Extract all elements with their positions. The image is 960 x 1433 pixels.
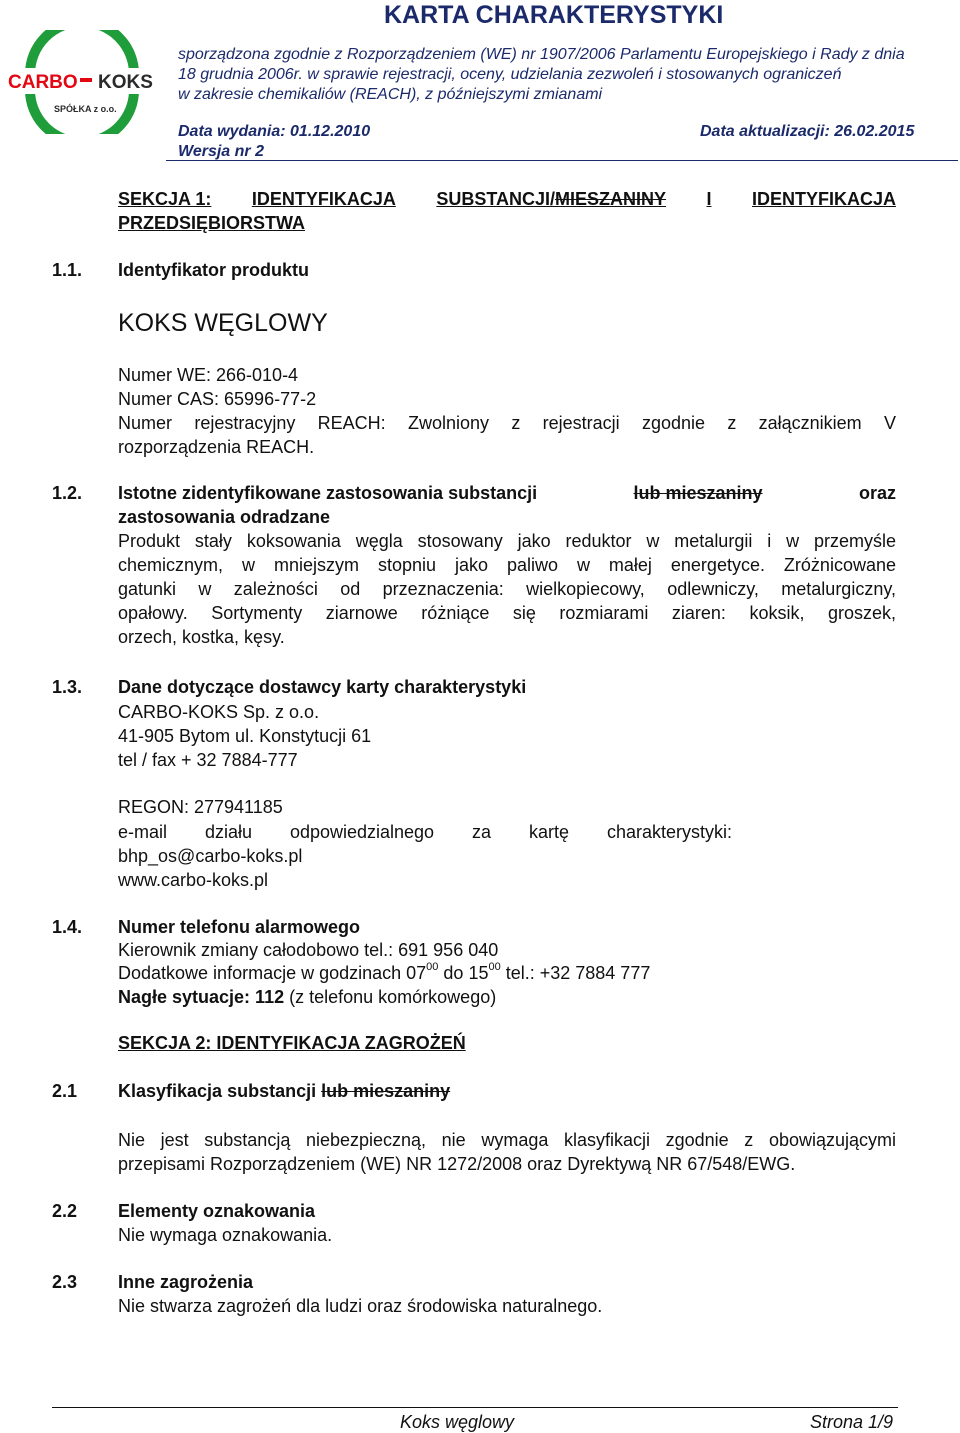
- s12-body-line-2: chemicznym, w mniejszym stopniu jako paliwo w małej energetyce. Zróżnicowane: [118, 555, 896, 575]
- supplier-website[interactable]: www.carbo-koks.pl: [118, 870, 269, 890]
- supplier-company: CARBO-KOKS Sp. z o.o.: [118, 702, 320, 722]
- header-divider: [166, 160, 958, 161]
- carbo-koks-logo-icon: [4, 30, 160, 134]
- s21-body-line-2: przepisami Rozporządzeniem (WE) NR 1272/2008 oraz Dyrektywą NR 67/548/EWG.: [118, 1154, 796, 1174]
- s23-title: Inne zagrożenia: [118, 1272, 254, 1292]
- document-title: KARTA CHARAKTERYSTYKI: [384, 1, 724, 29]
- emergency-number: Nagłe sytuacje: 112 (z telefonu komórkowego): [118, 987, 497, 1007]
- s12-body-line-3: gatunki w zależności od przeznaczenia: wielkopiecowy, odlewniczy, metalurgiczny,: [118, 579, 896, 599]
- s12-body-line-5: orzech, kostka, kęsy.: [118, 627, 285, 647]
- s12-body-line-4: opałowy. Sortymenty ziarnowe różniące się rozmiarami ziaren: koksik, groszek,: [118, 603, 896, 623]
- logo-brand-right: KOKS: [98, 72, 153, 93]
- update-date: Data aktualizacji: 26.02.2015: [700, 123, 915, 140]
- logo-subtitle: SPÓŁKA z o.o.: [54, 104, 117, 114]
- s12-body-line-1: Produkt stały koksowania węgla stosowany jako reduktor w metalurgii i w przemyśle: [118, 531, 896, 551]
- s23-number: 2.3: [52, 1272, 78, 1292]
- s23-body: Nie stwarza zagrożeń dla ludzi oraz środowiska naturalnego.: [118, 1296, 603, 1316]
- regulation-line-3: w zakresie chemikaliów (REACH), z późniejszymi zmianami: [178, 86, 603, 103]
- email-label: e-mail działu odpowiedzialnego za kartę charakterystyki:: [118, 822, 732, 842]
- s13-number: 1.3.: [52, 677, 83, 697]
- s21-number: 2.1: [52, 1081, 78, 1101]
- struck-mieszaniny: MIESZANINY: [555, 189, 667, 209]
- s21-title: Klasyfikacja substancji lub mieszaniny: [118, 1081, 451, 1101]
- reach-line-2: rozporządzenia REACH.: [118, 437, 315, 457]
- regulation-line-1: sporządzona zgodnie z Rozporządzeniem (WE) nr 1907/2006 Parlamentu Europejskiego i Rady z dnia: [178, 46, 905, 63]
- s22-title: Elementy oznakowania: [118, 1201, 316, 1221]
- section2-heading: SEKCJA 2: IDENTYFIKACJA ZAGROŻEŃ: [118, 1033, 466, 1053]
- struck-lub-mieszaniny: lub mieszaniny: [633, 483, 763, 503]
- issue-date: Data wydania: 01.12.2010: [178, 123, 371, 140]
- s14-title: Numer telefonu alarmowego: [118, 917, 361, 937]
- version-number: Wersja nr 2: [178, 143, 264, 160]
- s12-title-line-1: Istotne zidentyfikowane zastosowania substancji lub mieszaniny oraz: [118, 483, 896, 503]
- s21-body-line-1: Nie jest substancją niebezpieczną, nie wymaga klasyfikacji zgodnie z obowiązującymi: [118, 1130, 896, 1150]
- s22-body: Nie wymaga oznakowania.: [118, 1225, 333, 1245]
- s11-number: 1.1.: [52, 260, 83, 280]
- supplier-regon: REGON: 277941185: [118, 797, 283, 817]
- footer-product: Koks węglowy: [400, 1412, 515, 1432]
- s14-number: 1.4.: [52, 917, 83, 937]
- supplier-phone: tel / fax + 32 7884-777: [118, 750, 298, 770]
- section1-heading: SEKCJA 1: IDENTYFIKACJA SUBSTANCJI/MIESZANINY I IDENTYFIKACJA PRZEDSIĘBIORSTWA: [118, 189, 896, 233]
- cas-number: Numer CAS: 65996-77-2: [118, 389, 317, 409]
- footer-divider: [52, 1407, 898, 1408]
- ec-number: Numer WE: 266-010-4: [118, 365, 299, 385]
- company-logo: [4, 30, 160, 134]
- shift-manager-phone: Kierownik zmiany całodobowo tel.: 691 956 040: [118, 940, 499, 960]
- s13-title: Dane dotyczące dostawcy karty charakterystyki: [118, 677, 527, 697]
- footer-page-number: Strona 1/9: [810, 1412, 894, 1432]
- s22-number: 2.2: [52, 1201, 78, 1221]
- s12-number: 1.2.: [52, 483, 83, 503]
- s11-title: Identyfikator produktu: [118, 260, 310, 280]
- supplier-address: 41-905 Bytom ul. Konstytucji 61: [118, 726, 372, 746]
- extra-info-phone: Dodatkowe informacje w godzinach $07^{00}$ do $15^{00}$ tel.: +32 7884 777: [118, 961, 651, 983]
- supplier-email[interactable]: bhp_os@carbo-koks.pl: [118, 846, 303, 866]
- product-name: KOKS WĘGLOWY: [118, 309, 328, 337]
- regulation-line-2: 18 grudnia 2006r. w sprawie rejestracji, oceny, udzielania zezwoleń i stosowanych ograniczeń: [178, 66, 842, 83]
- s12-title-line-2: zastosowania odradzane: [118, 507, 331, 527]
- reach-line-1: Numer rejestracyjny REACH: Zwolniony z rejestracji zgodnie z załącznikiem V: [118, 413, 896, 433]
- logo-brand-left: CARBO: [8, 72, 78, 93]
- struck-lub-mieszaniny-2: lub mieszaniny: [321, 1081, 451, 1101]
